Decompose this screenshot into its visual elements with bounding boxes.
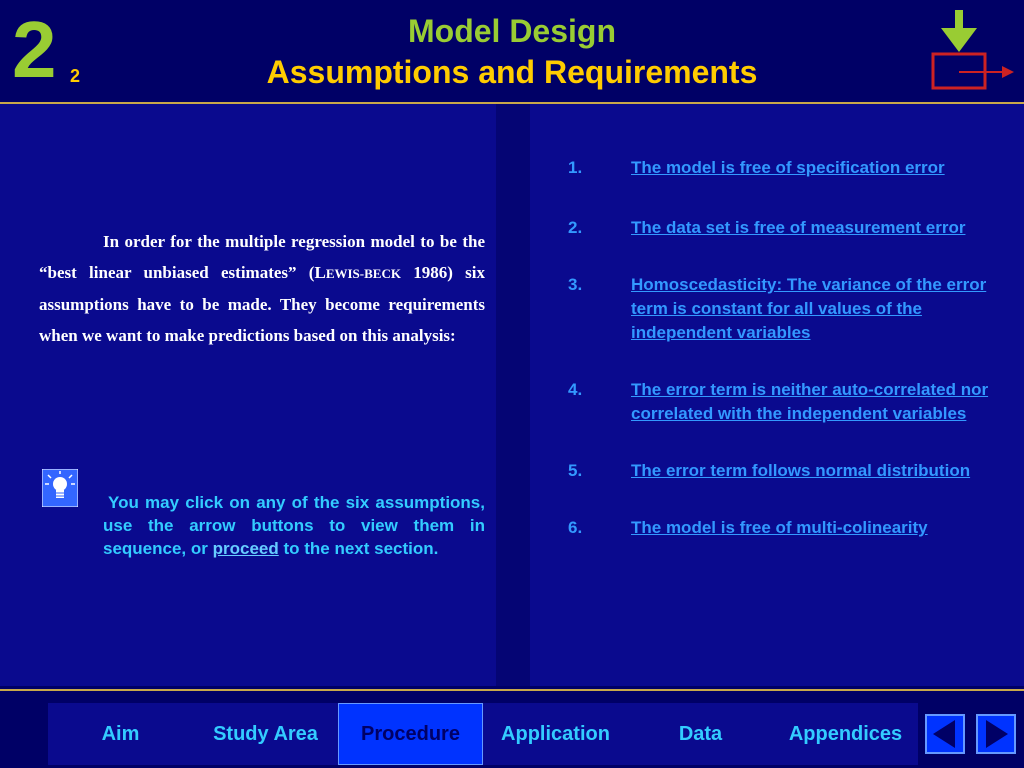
left-panel <box>0 104 496 686</box>
hint-text-before: You may click on any of the six assumptions, use the arrow buttons to view them in sequence, or <box>103 493 485 558</box>
assumption-list <box>568 156 1018 540</box>
section-sub-number: 2 <box>70 66 81 86</box>
nav-appendices[interactable]: Appendices <box>788 722 903 745</box>
section-number: 2 <box>12 5 57 94</box>
hint-text <box>103 491 485 560</box>
intro-paragraph <box>39 226 485 351</box>
citation-initial: L <box>314 263 326 282</box>
page-title: Model Design <box>407 13 616 49</box>
flow-down-arrow-box-icon <box>926 8 1016 94</box>
assumption-number: 1. <box>568 158 583 177</box>
page-subtitle: Assumptions and Requirements <box>266 54 758 90</box>
assumption-item-6 <box>568 516 1018 540</box>
nav-procedure[interactable]: Procedure <box>338 703 483 765</box>
next-button[interactable] <box>976 714 1016 754</box>
nav-application[interactable]: Application <box>501 722 610 745</box>
lightbulb-icon[interactable] <box>42 469 78 507</box>
proceed-link[interactable]: proceed <box>212 539 279 558</box>
assumption-number: 6. <box>568 518 583 537</box>
arrow-left-icon <box>927 716 963 752</box>
assumption-item-1 <box>568 156 1018 180</box>
citation-rest: EWIS-BECK <box>325 266 401 281</box>
hint-text-after: to the next section. <box>278 539 439 558</box>
arrow-right-icon <box>978 716 1014 752</box>
assumption-link-3[interactable]: Homoscedasticity: The variance of the error term is constant for all values of the independent variables <box>631 275 987 342</box>
assumption-item-4 <box>568 378 1018 426</box>
panel-divider <box>496 104 530 686</box>
prev-button[interactable] <box>925 714 965 754</box>
assumption-link-4[interactable]: The error term is neither auto-correlated nor correlated with the independent variables <box>631 380 989 423</box>
assumption-number: 5. <box>568 461 583 480</box>
assumption-item-2 <box>568 216 1018 240</box>
nav-bar <box>48 703 918 765</box>
nav-aim[interactable]: Aim <box>101 722 140 745</box>
assumption-link-2[interactable]: The data set is free of measurement error <box>631 218 966 237</box>
assumption-link-5[interactable]: The error term follows normal distribution <box>631 461 971 480</box>
assumption-number: 4. <box>568 380 583 399</box>
intro-part2: 1986) six assumptions have to be made. They become requirements when we want to make predictions based on this analysis: <box>39 263 486 345</box>
assumption-item-5 <box>568 459 1018 483</box>
assumption-link-6[interactable]: The model is free of multi-colinearity <box>631 518 928 537</box>
nav-study-area[interactable]: Study Area <box>213 722 318 745</box>
assumption-number: 3. <box>568 275 583 294</box>
assumption-item-3 <box>568 273 1018 345</box>
assumption-number: 2. <box>568 218 583 237</box>
intro-part1: In order for the multiple regression model to be the “best linear unbiased estimates” ( <box>39 232 485 282</box>
assumption-link-1[interactable]: The model is free of specification error <box>631 158 945 177</box>
nav-data[interactable]: Data <box>678 722 723 745</box>
